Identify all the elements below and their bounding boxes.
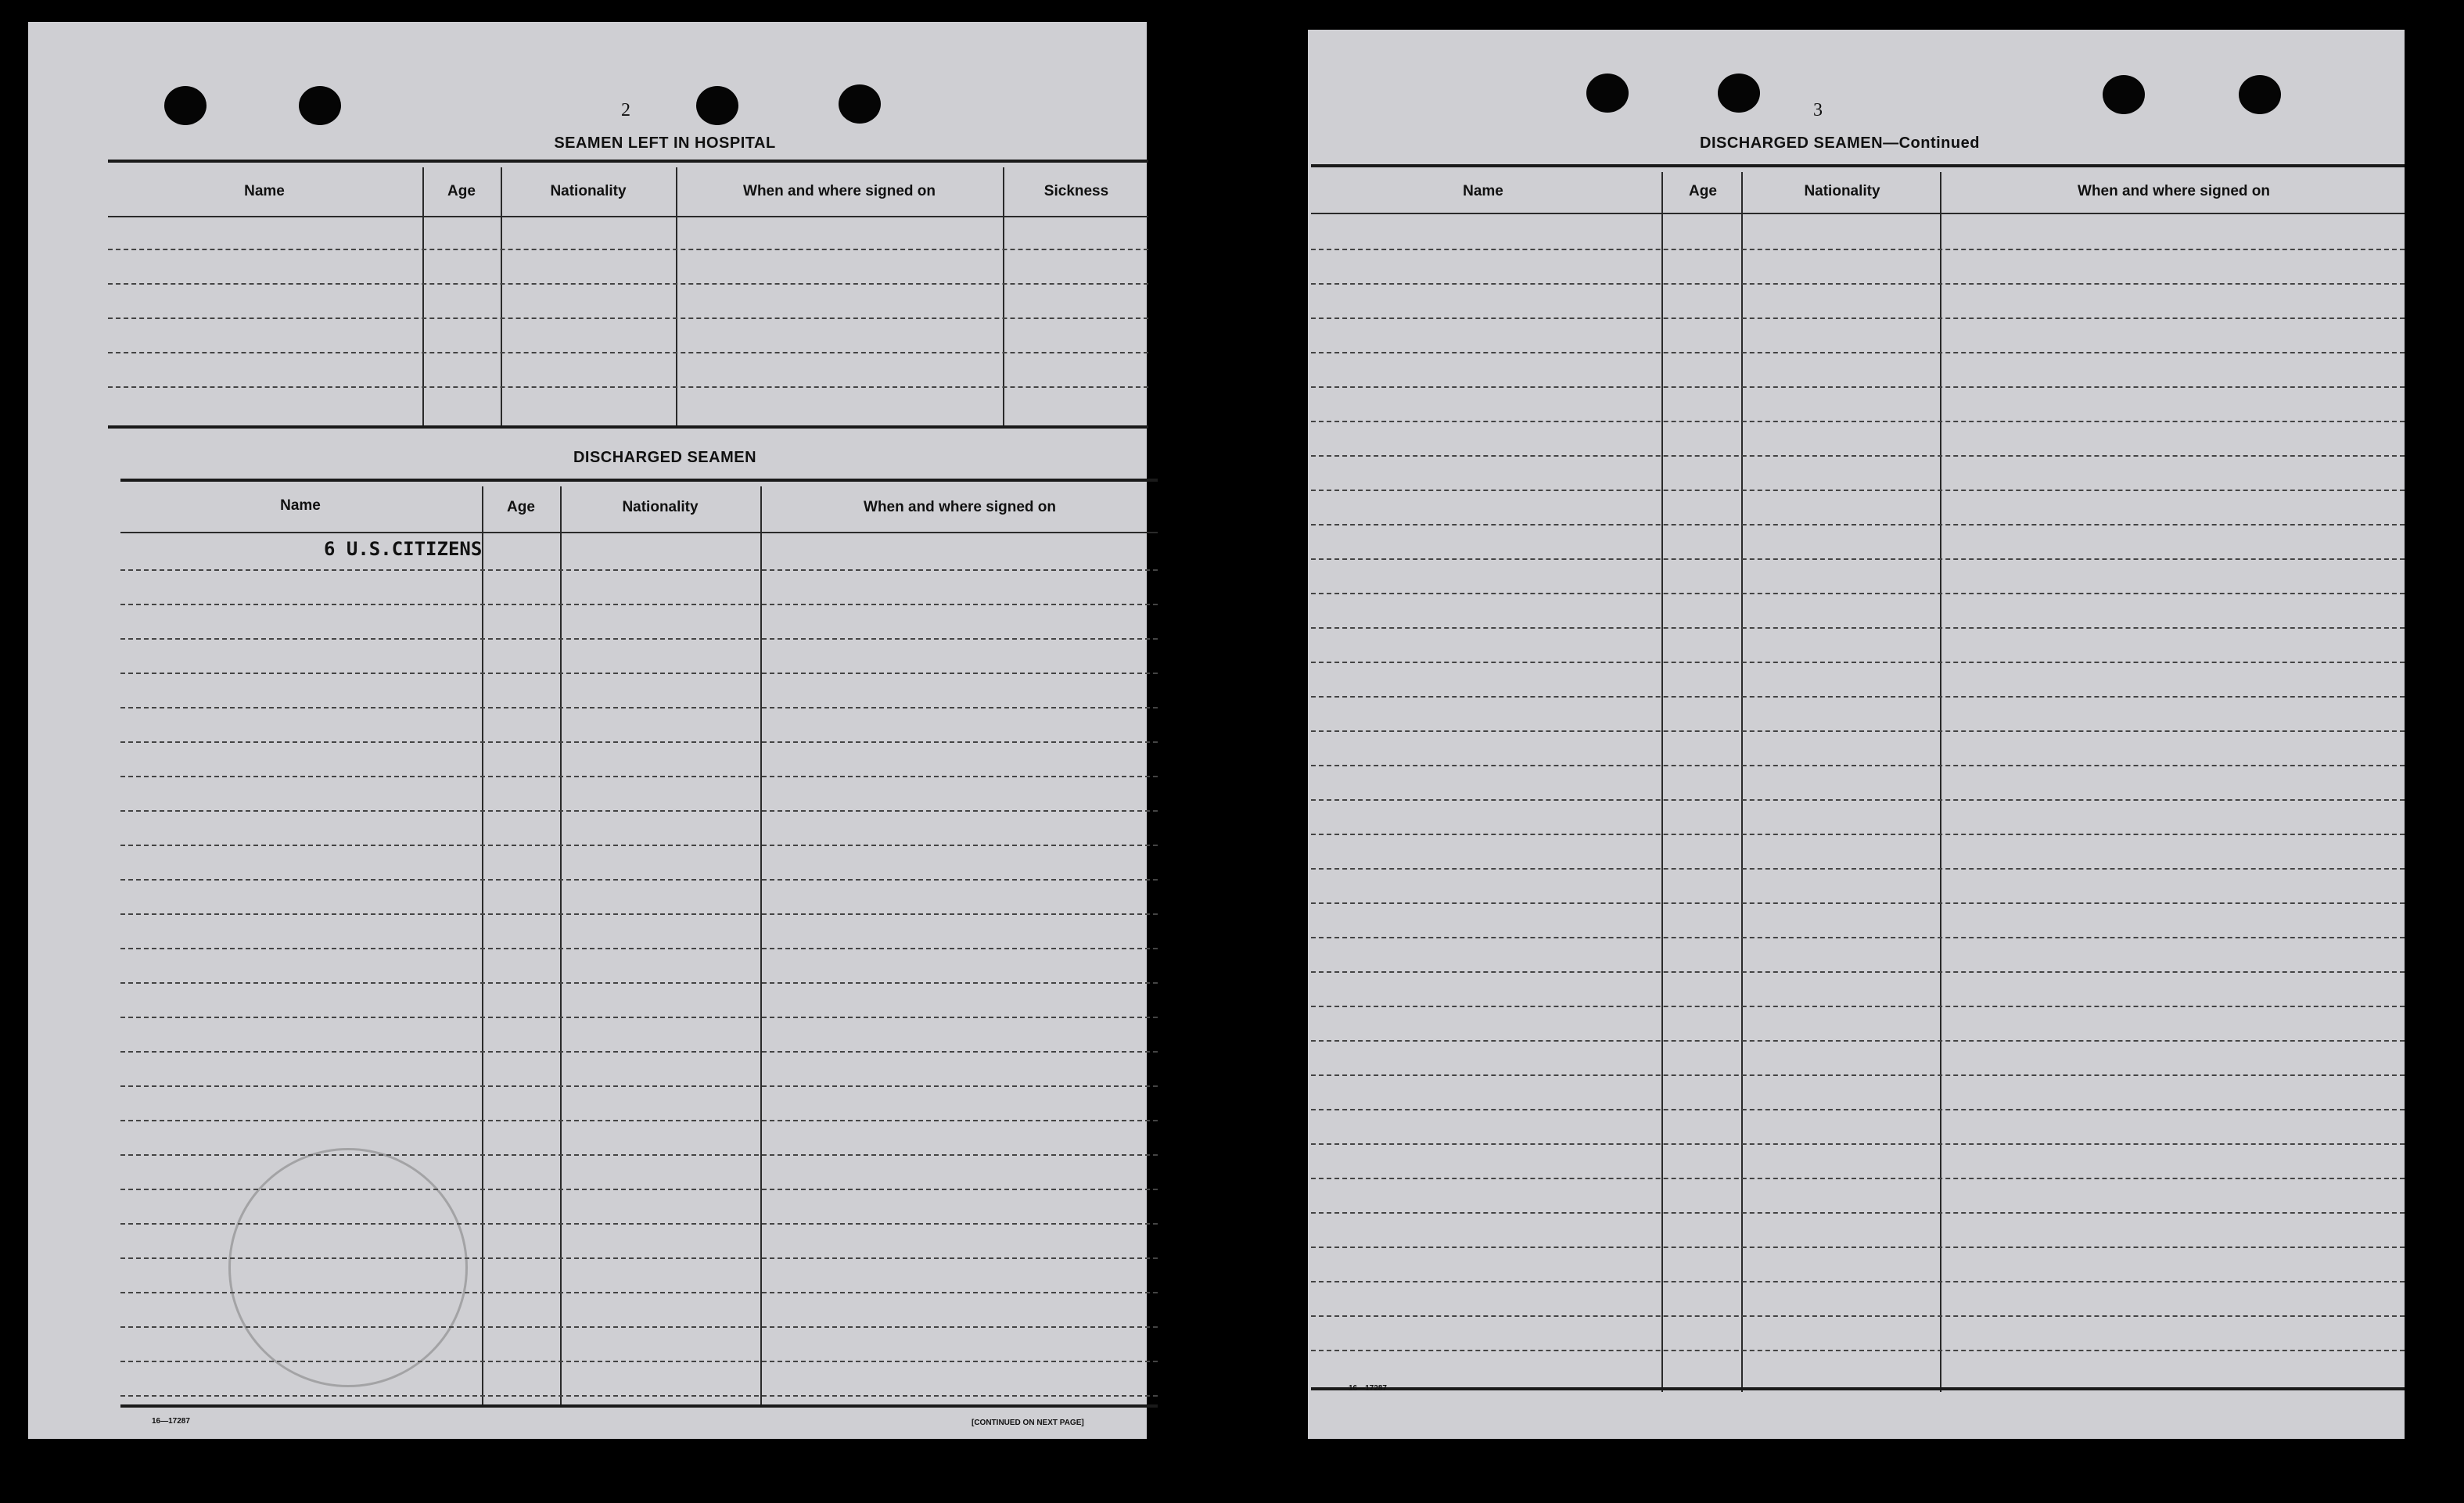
punch-hole [2239,75,2281,114]
table-bottom-rule [1311,1387,2405,1390]
column-header-nationality: Nationality [550,183,627,199]
row-line [1311,937,2405,938]
row-line [120,569,1158,571]
row-line [108,283,1148,285]
row-line [120,638,1158,640]
column-divider [560,486,562,1406]
column-divider [760,486,762,1406]
row-line [120,879,1158,881]
row-line [1311,868,2405,870]
table-top-rule [1311,164,2405,167]
table-bottom-rule [108,425,1148,429]
row-line [1311,386,2405,388]
row-line [1311,421,2405,422]
header-rule [108,216,1148,217]
continued-note: [CONTINUED ON NEXT PAGE] [972,1419,1084,1427]
row-line [1311,1109,2405,1110]
row-line [120,604,1158,605]
header-rule [120,532,1158,533]
row-line [120,1395,1158,1397]
discharged-entry: 6 U.S.CITIZENS [324,538,483,560]
row-line [108,249,1148,250]
header-rule [1311,213,2405,214]
row-line [1311,455,2405,457]
column-divider [422,167,424,429]
row-line [1311,558,2405,560]
row-line [120,673,1158,674]
punch-hole [164,86,207,125]
row-line [120,1051,1158,1053]
punch-hole [1586,74,1629,113]
row-line [120,948,1158,949]
column-header-age: Age [447,183,476,199]
table-top-rule [108,160,1148,163]
table-top-rule [120,479,1158,482]
row-line [120,845,1158,846]
row-line [1311,765,2405,766]
row-line [120,707,1158,708]
row-line [108,352,1148,353]
row-line [120,1154,1158,1156]
punch-hole [839,84,881,124]
column-header-name: Name [280,497,321,514]
column-header-age: Age [1689,183,1717,199]
row-line [1311,490,2405,491]
row-line [120,776,1158,777]
hospital-section-title: SEAMEN LEFT IN HOSPITAL [554,135,776,152]
row-line [1311,1212,2405,1214]
ink-stamp [228,1148,468,1387]
row-line [120,810,1158,812]
row-line [108,317,1148,319]
row-line [120,1120,1158,1121]
row-line [1311,627,2405,629]
form-number: 16—17287 [152,1417,190,1426]
column-header-nationality: Nationality [1804,183,1880,199]
page-number: 2 [621,100,630,120]
discharged-section-title: DISCHARGED SEAMEN [573,449,757,466]
column-divider [1661,172,1663,1392]
right-page [1308,30,2405,1439]
row-line [1311,662,2405,663]
row-line [120,1017,1158,1018]
punch-hole [2103,75,2145,114]
punch-hole [696,86,738,125]
left-page [28,22,1147,1439]
column-divider [676,167,677,429]
row-line [1311,283,2405,285]
punch-hole [299,86,341,125]
column-header-signed-on: When and where signed on [743,183,936,199]
column-header-name: Name [244,183,285,199]
row-line [1311,1143,2405,1145]
column-divider [501,167,502,429]
row-line [1311,524,2405,526]
column-divider [482,486,483,1406]
page-number: 3 [1813,100,1823,120]
row-line [108,386,1148,388]
column-header-sickness: Sickness [1043,183,1109,199]
punch-hole [1718,74,1760,113]
column-divider [1940,172,1941,1392]
column-header-nationality: Nationality [622,499,699,515]
row-line [120,982,1158,984]
column-divider [1003,167,1004,429]
form-number: 16—17287 [1349,1384,1387,1393]
row-line [1311,834,2405,835]
row-line [1311,971,2405,973]
column-header-signed-on: When and where signed on [864,499,1056,515]
row-line [1311,1178,2405,1179]
row-line [1311,1006,2405,1007]
row-line [1311,1247,2405,1248]
column-header-age: Age [507,499,535,515]
row-line [1311,593,2405,594]
column-header-name: Name [1463,183,1503,199]
row-line [120,1085,1158,1087]
column-header-signed-on: When and where signed on [2078,183,2270,199]
row-line [1311,730,2405,732]
discharged-continued-title: DISCHARGED SEAMEN—Continued [1700,135,1980,152]
row-line [120,741,1158,743]
row-line [1311,352,2405,353]
row-line [1311,696,2405,698]
row-line [1311,799,2405,801]
row-line [1311,1350,2405,1351]
row-line [1311,1074,2405,1076]
row-line [1311,249,2405,250]
row-line [1311,902,2405,904]
row-line [1311,1281,2405,1282]
column-divider [1741,172,1743,1392]
row-line [120,913,1158,915]
row-line [1311,1315,2405,1317]
table-bottom-rule [120,1404,1158,1408]
row-line [1311,1040,2405,1042]
row-line [1311,317,2405,319]
